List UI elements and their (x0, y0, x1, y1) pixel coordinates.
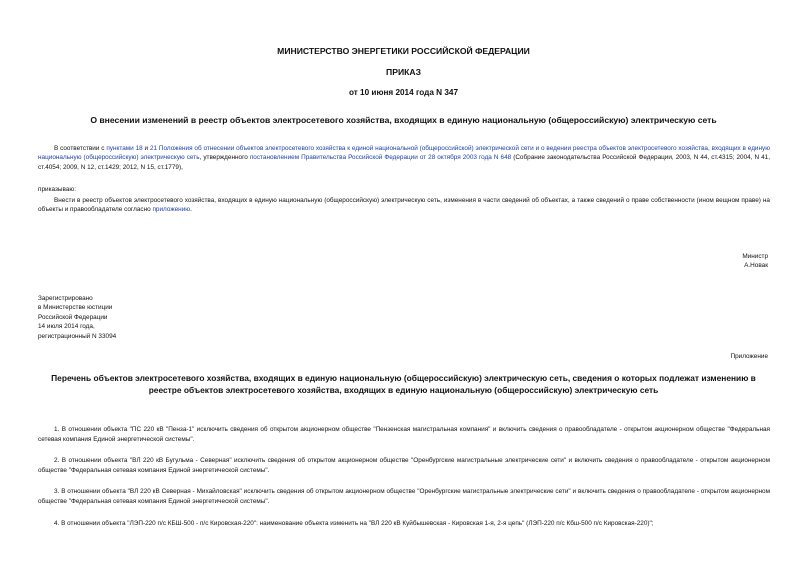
registration-line: 14 июля 2014 года, (38, 323, 95, 331)
doc-type-heading: ПРИКАЗ (386, 67, 421, 77)
list-item: 4. В отношении объекта "ЛЭП-220 п/с КБШ-500 - п/с Кировская-220": наименование объекта изменить на "ВЛ 220 кВ Куйбышевская - Кировская 1-я, 2-я цепь" (ЛЭП-220 п/с Кбш-500 п/с Кировская-220)"; (54, 520, 654, 527)
link-points-18[interactable]: пунктами 18 (106, 145, 143, 152)
annex-title: Перечень объектов электросетевого хозяйства, входящих в единую национальную (общероссийскую) электрическую сеть, сведения о которых подлежат изменению в реестре объектов электросетевого хозяйства, входящих в единую национальную (общероссийскую) электрическую сеть (51, 373, 756, 395)
subject-heading: О внесении изменений в реестр объектов электросетевого хозяйства, входящих в единую национальную (общероссийскую) электрическую сеть (90, 115, 717, 125)
signature-position: Министр (742, 253, 768, 260)
order-paragraph: Внести в реестр объектов электросетевого хозяйства, входящих в единую национальную (общероссийскую) электрическую сеть, изменения в части сведений об объектах, а также сведений о праве собственности (ином вещном праве) на объекты и правообладателе согласно приложению. (38, 197, 770, 214)
link-annex[interactable]: приложению (152, 206, 191, 214)
signature-block (742, 252, 768, 271)
link-government-decree[interactable]: постановлением Правительства Российской Федерации от 28 октября 2003 года N 648 (249, 154, 512, 162)
annex-label: Приложение (730, 353, 768, 360)
list-item: 2. В отношении объекта "ВЛ 220 кВ Бугульма - Северная" исключить сведения об открытом акционерном обществе "Оренбургские магистральные электрические сети" и включить сведения о правообладателе - открытом акционерном обществе "Федеральная сетевая компания Единой энергетической системы". (38, 457, 770, 474)
registration-line: регистрационный N 33094 (38, 332, 117, 340)
list-item: 1. В отношении объекта "ПС 220 кВ "Пенза-1" исключить сведения об открытом акционерном обществе "Пензенская магистральная компания" и включить сведения о правообладателе - открытом акционерном обществе "Федеральная сетевая компания Единой энергетической системы". (38, 426, 770, 443)
registration-block (38, 294, 116, 341)
ministry-heading: МИНИСТЕРСТВО ЭНЕРГЕТИКИ РОССИЙСКОЙ ФЕДЕРАЦИИ (277, 46, 530, 56)
registration-line: Российской Федерации (38, 313, 108, 321)
link-point-21[interactable]: 21 (149, 145, 158, 152)
link-regulation[interactable]: Положения об отнесении объектов электросетевого хозяйства к единой национальной (общероссийской) электрической сети и о ведении реестра объектов электросетевого хозяйства, входящих в единую национальную (общероссийскую) электрическую сеть (38, 145, 771, 162)
registration-line: в Министерстве юстиции (38, 304, 113, 312)
registration-line: Зарегистрировано (38, 295, 93, 302)
preamble-paragraph: В соответствии с пунктами 18 и 21 Положения об отнесении объектов электросетевого хозяйства к единой национальной (общероссийской) электрической сети и о ведении реестра объектов электросетевого хозяйства, входящих в единую национальную (общероссийскую) электрическую сеть, утвержденного постановлением Правительства Российской Федерации от 28 октября 2003 года N 648 (Собрание законодательства Российской Федерации, 2003, N 44, ст.4315; 2004, N 41, ст.4054; 2009, N 12, ст.1429; 2012, N 15, ст.1779), (38, 145, 771, 171)
signature-name: А.Новак (744, 262, 768, 270)
order-word: приказываю: (38, 186, 76, 193)
date-number-heading: от 10 июня 2014 года N 347 (348, 88, 459, 97)
list-item: 3. В отношении объекта "ВЛ 220 кВ Северная - Михайловская" исключить сведения об открытом акционерном обществе "Оренбургские магистральные электрические сети" и включить сведения о правообладателе - открытом акционерном обществе "Федеральная сетевая компания Единой энергетической системы". (38, 488, 770, 505)
